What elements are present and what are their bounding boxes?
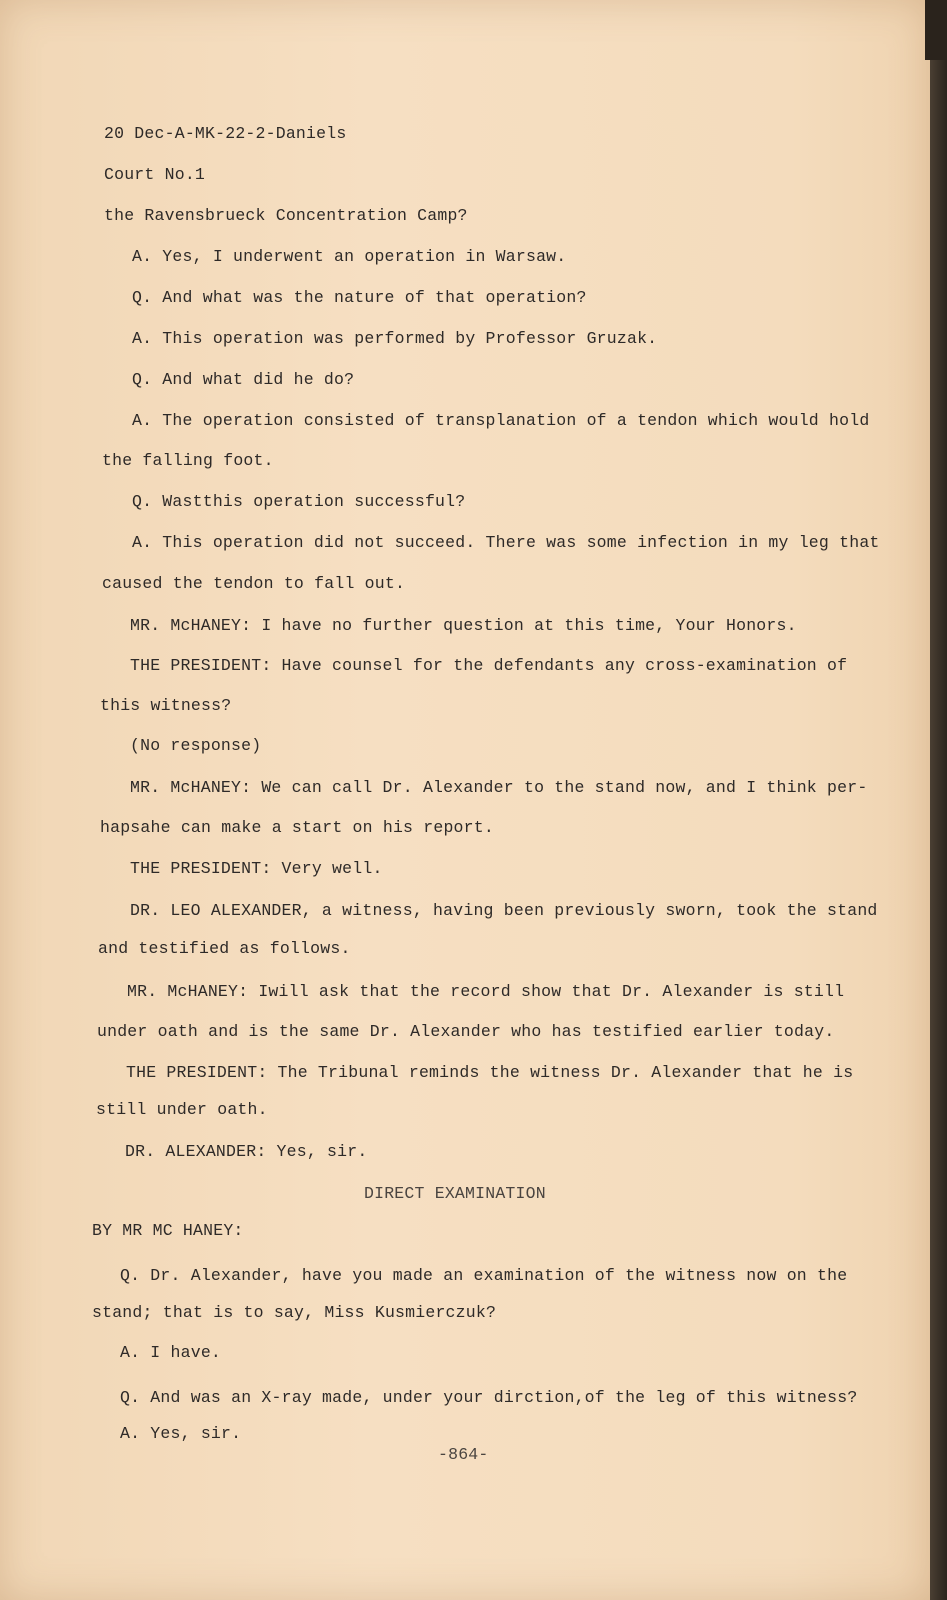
transcript-line: (No response) [130, 736, 262, 755]
transcript-line: Q. And was an X-ray made, under your dirction,of the leg of this witness? [120, 1388, 858, 1407]
transcript-line: hapsahe can make a start on his report. [100, 818, 494, 837]
page-edge [930, 0, 947, 1600]
transcript-line: A. This operation did not succeed. There was some infection in my leg that [132, 533, 880, 552]
transcript-line: THE PRESIDENT: Have counsel for the defendants any cross-examination of [130, 656, 848, 675]
transcript-line: A. Yes, sir. [120, 1424, 242, 1443]
transcript-line: THE PRESIDENT: The Tribunal reminds the witness Dr. Alexander that he is [126, 1063, 854, 1082]
transcript-line: THE PRESIDENT: Very well. [130, 859, 383, 878]
section-subheading: BY MR MC HANEY: [92, 1221, 244, 1240]
section-heading: DIRECT EXAMINATION [364, 1184, 546, 1203]
transcript-line: A. Yes, I underwent an operation in Warsaw. [132, 247, 567, 266]
transcript-line: Q. And what did he do? [132, 370, 355, 389]
transcript-line: stand; that is to say, Miss Kusmierczuk? [92, 1303, 497, 1322]
transcript-line: under oath and is the same Dr. Alexander who has testified earlier today. [97, 1022, 835, 1041]
transcript-line: DR. LEO ALEXANDER, a witness, having been previously sworn, took the stand [130, 901, 878, 920]
transcript-line: DR. ALEXANDER: Yes, sir. [125, 1142, 368, 1161]
transcript-line: Q. And what was the nature of that operation? [132, 288, 587, 307]
transcript-line: still under oath. [96, 1100, 268, 1119]
transcript-line: and testified as follows. [98, 939, 351, 958]
transcript-line: A. This operation was performed by Professor Gruzak. [132, 329, 658, 348]
transcript-line: this witness? [100, 696, 232, 715]
transcript-line: A. I have. [120, 1343, 222, 1362]
transcript-line: caused the tendon to fall out. [102, 574, 406, 593]
transcript-line: MR. McHANEY: Iwill ask that the record show that Dr. Alexander is still [127, 982, 845, 1001]
header-court: Court No.1 [104, 165, 206, 184]
page-number: -864- [438, 1445, 489, 1464]
transcript-line: A. The operation consisted of transplanation of a tendon which would hold [132, 411, 870, 430]
transcript-line: the Ravensbrueck Concentration Camp? [104, 206, 468, 225]
transcript-line: MR. McHANEY: I have no further question at this time, Your Honors. [130, 616, 797, 635]
transcript-line: MR. McHANEY: We can call Dr. Alexander to the stand now, and I think per- [130, 778, 868, 797]
header-reference: 20 Dec-A-MK-22-2-Daniels [104, 124, 347, 143]
transcript-line: the falling foot. [102, 451, 274, 470]
transcript-line: Q. Wastthis operation successful? [132, 492, 466, 511]
transcript-line: Q. Dr. Alexander, have you made an examination of the witness now on the [120, 1266, 848, 1285]
